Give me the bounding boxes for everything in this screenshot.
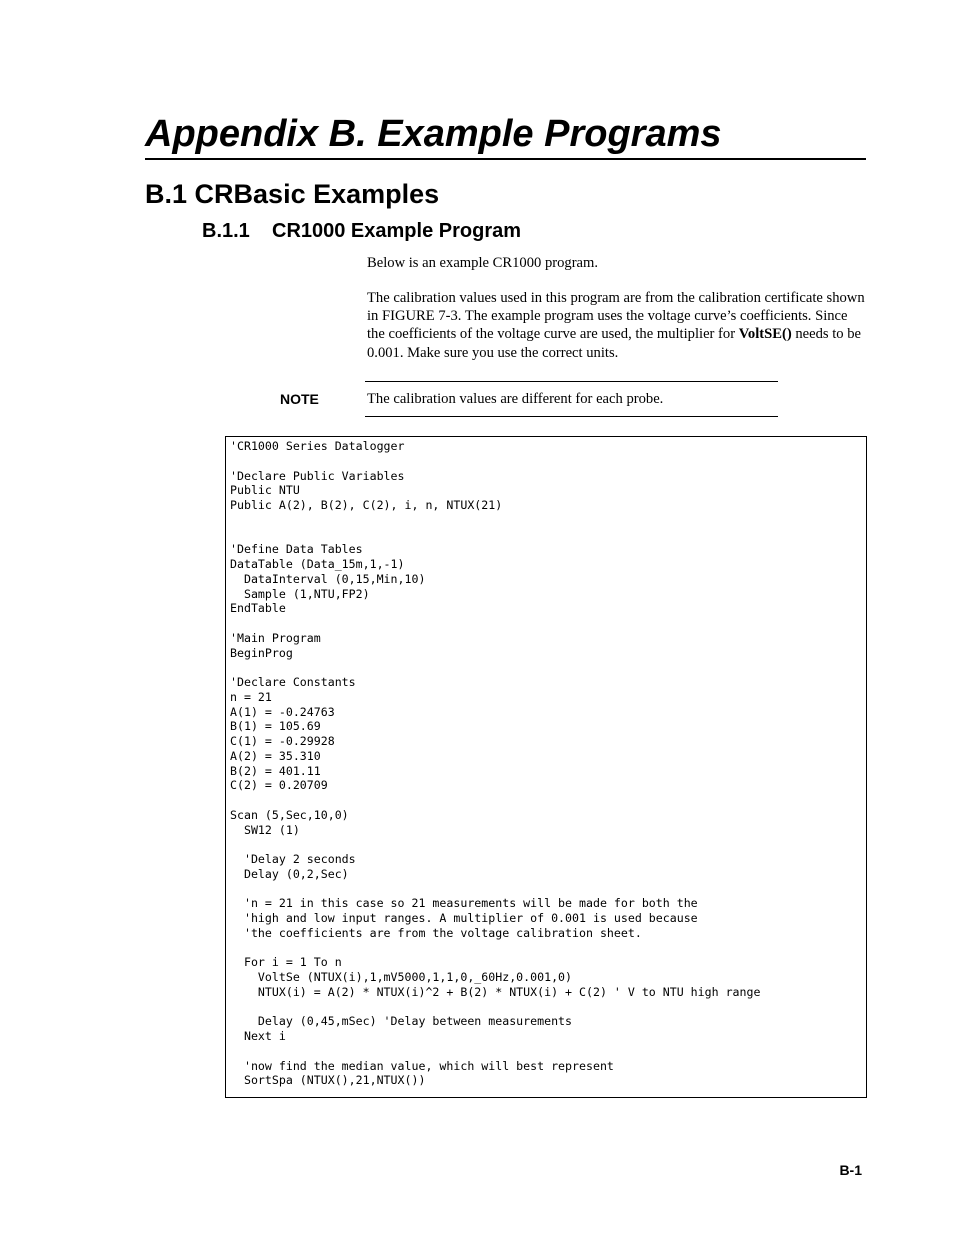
crbasic-program-code: 'CR1000 Series Datalogger 'Declare Public Variables Public NTU Public A(2), B(2), C(2), i, n, NTUX(21) 'Define Data Tables DataTable (Data_15m,1,-1) DataInterval (0,15,Min,10) Sample (1,NTU,FP2) EndTable 'Main Program BeginProg 'Declare Constants n = 21 A(1) = -0.24763 B(1) = 105.69 C(1) = -0.29928 A(2) = 35.310 B(2) = 401.11 C(2) = 0.20709 Scan (5,Sec,10,0) SW12 (1) 'Delay 2 seconds Delay (0,2,Sec) 'n = 21 in this case so 21 measurements will be made for both the 'high and low input ranges. A multiplier of 0.001 is used because 'the coefficients are from the voltage calibration sheet. For i = 1 To n VoltSe (NTUX(i),1,mV5000,1,1,0,_60Hz,0.001,0) NTUX(i) = A(2) * NTUX(i)^2 + B(2) * NTUX(i) + C(2) ' V to NTU high range Delay (0,45,mSec) 'Delay between measurements Next i 'now find the median value, which will best represent SortSpa (NTUX(),21,NTUX()) [230, 439, 761, 1088]
note-bottom-divider [365, 416, 778, 417]
section-heading [145, 177, 439, 211]
appendix-title: Appendix B. Example Programs [145, 112, 866, 160]
subsection-number: B.1.1 [202, 220, 250, 242]
voltse-function-name: VoltSE() [738, 326, 792, 343]
note-label: NOTE [280, 391, 319, 407]
page-number: B-1 [839, 1162, 862, 1178]
intro-paragraph: Below is an example CR1000 program. [367, 255, 599, 271]
calibration-paragraph [367, 289, 865, 362]
section-title: CRBasic Examples [194, 179, 440, 209]
note-text: The calibration values are different for each probe. [367, 391, 664, 407]
note-top-divider [365, 381, 778, 382]
calibration-text-part2: needs to be 0.001. Make sure you use the correct units. [367, 326, 862, 361]
subsection-heading [202, 218, 521, 244]
calibration-text-part1: The calibration values used in this program are from the calibration certificate shown in FIGURE 7-3. The example program uses the voltage curve’s coefficients. Since the coefficients of the voltage curve are used, the multiplier for [367, 290, 865, 343]
section-number: B.1 [145, 179, 188, 209]
subsection-title: CR1000 Example Program [272, 220, 522, 242]
code-listing-box [225, 436, 867, 1098]
